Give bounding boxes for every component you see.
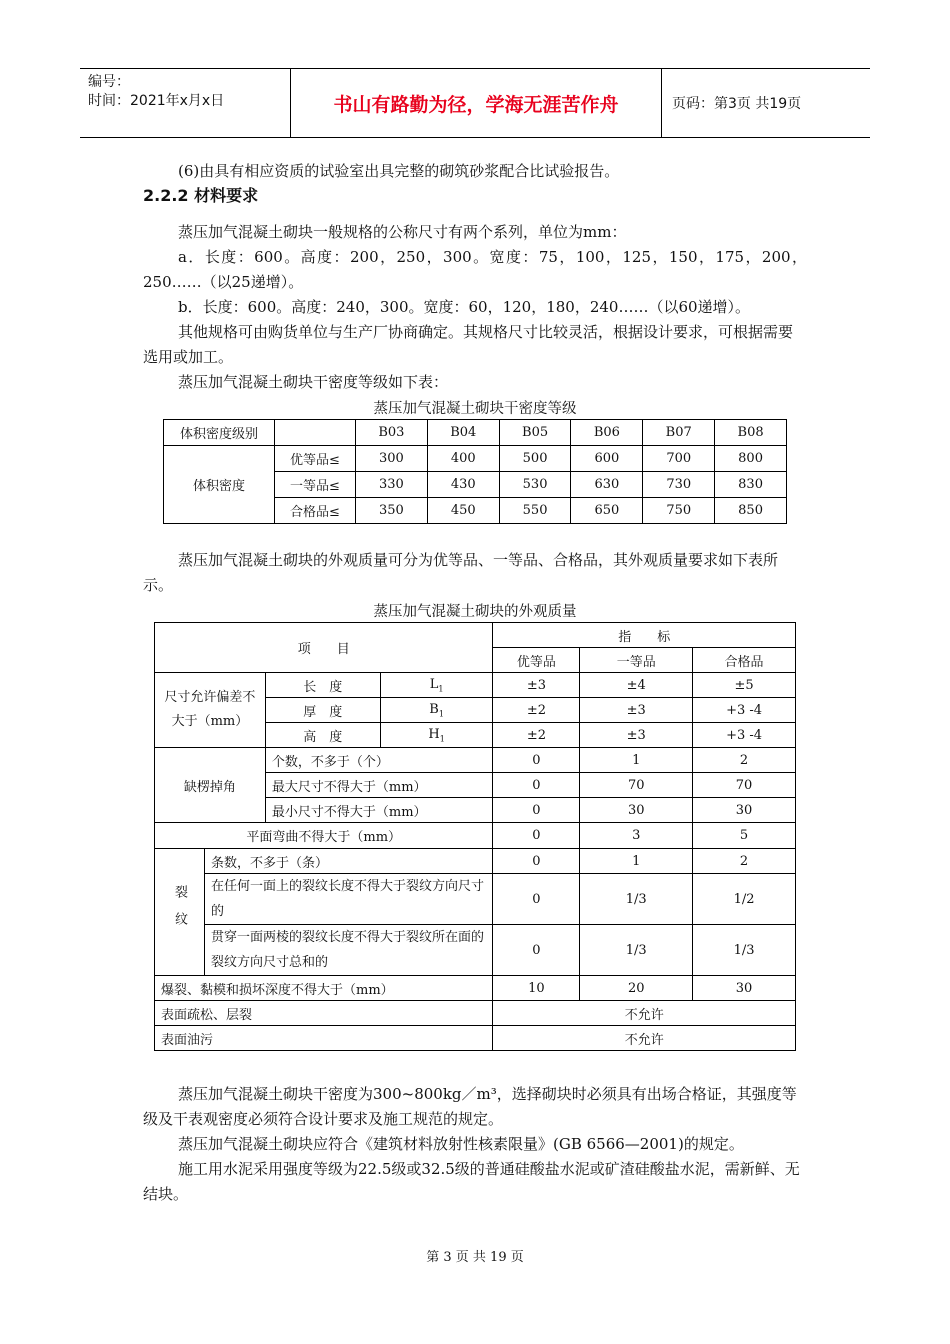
table-cell: 爆裂、黏模和损坏深度不得大于（mm） <box>155 976 493 1001</box>
table-cell: 650 <box>571 498 643 524</box>
grade-cell: B08 <box>715 420 787 446</box>
table-cell: 表面疏松、层裂 <box>155 1001 493 1026</box>
table-cell: 0 <box>493 849 580 874</box>
table-cell: 5 <box>693 823 796 849</box>
table-cell <box>380 698 493 723</box>
paragraph-1: (6)由具有相应资质的试验室出具完整的砌筑砂浆配合比试验报告。 <box>178 162 620 180</box>
paragraph-3: a．长度：600。高度：200，250，300。宽度：75，100，125，150，175，200，250……（以25递增）。 <box>143 248 807 291</box>
table-cell: ±5 <box>693 673 796 698</box>
table-cell: 600 <box>571 446 643 472</box>
paragraph-5: 其他规格可由购货单位与生产厂协商确定。其规格尺寸比较灵活，根据设计要求，可根据需要选用或加工。 <box>143 323 794 366</box>
table-cell: 70 <box>580 773 693 798</box>
table-cell: ±3 <box>580 698 693 723</box>
paragraph-10: 施工用水泥采用强度等级为22.5级或32.5级的普通硅酸盐水泥或矿渣硅酸盐水泥，需新鲜、无结块。 <box>143 1160 800 1203</box>
table-cell: 1/3 <box>580 925 693 976</box>
table-cell: 贯穿一面两棱的裂纹长度不得大于裂纹所在面的裂纹方向尺寸总和的 <box>204 925 493 976</box>
paragraph-4: b．长度：600。高度：240，300。宽度：60，120，180，240……（以60递增）。 <box>178 298 751 316</box>
dim-subscript: 1 <box>439 734 445 744</box>
table-cell: +3 -4 <box>693 723 796 748</box>
table-cell: 330 <box>356 472 428 498</box>
table-cell: 在任何一面上的裂纹长度不得大于裂纹方向尺寸的 <box>204 874 493 925</box>
table-cell: ±3 <box>580 723 693 748</box>
grade-cell: B04 <box>427 420 499 446</box>
table-cell: 1/3 <box>693 925 796 976</box>
serial-label: 编号： <box>88 74 130 90</box>
page-header <box>80 68 870 138</box>
grade-header: 优等品 <box>493 648 580 673</box>
table-cell: ±2 <box>493 723 580 748</box>
dim-symbol: H <box>428 726 440 742</box>
table-cell: 长 度 <box>265 673 380 698</box>
grade-cell: B05 <box>499 420 571 446</box>
grade-header: 一等品 <box>580 648 693 673</box>
table-cell: 优等品≤ <box>275 446 356 472</box>
page-footer: 第 3 页 共 19 页 <box>426 1250 524 1265</box>
table-cell: 10 <box>493 976 580 1001</box>
dim-subscript: 1 <box>438 684 444 694</box>
table-cell: 高 度 <box>265 723 380 748</box>
table-cell: 300 <box>356 446 428 472</box>
grade-cell: B07 <box>643 420 715 446</box>
table-cell: 不允许 <box>493 1001 796 1026</box>
table-cell: 700 <box>643 446 715 472</box>
section-heading: 2.2.2 材料要求 <box>143 186 259 205</box>
table-cell: 0 <box>493 773 580 798</box>
header-page-label: 页码：第3页 共19页 <box>672 96 802 112</box>
table-cell: 430 <box>427 472 499 498</box>
table-cell <box>380 673 493 698</box>
table1-caption: 蒸压加气混凝土砌块干密度等级 <box>373 401 577 417</box>
table-cell: 20 <box>580 976 693 1001</box>
table-cell: 平面弯曲不得大于（mm） <box>155 823 493 849</box>
table-cell: 1/2 <box>693 874 796 925</box>
table-cell: 30 <box>693 976 796 1001</box>
table-cell: 0 <box>493 798 580 823</box>
table-cell: 0 <box>493 823 580 849</box>
time-label: 时间：2021年x月x日 <box>88 93 225 109</box>
paragraph-9: 蒸压加气混凝土砌块应符合《建筑材料放射性核素限量》(GB 6566—2001)的规定。 <box>178 1135 744 1153</box>
table-cell: 400 <box>427 446 499 472</box>
paragraph-7: 蒸压加气混凝土砌块的外观质量可分为优等品、一等品、合格品，其外观质量要求如下表所示。 <box>143 551 779 594</box>
dim-head: 尺寸允许偏差不大于（mm） <box>155 673 266 748</box>
dim-subscript: 1 <box>438 709 444 719</box>
table-cell: 450 <box>427 498 499 524</box>
header-motto: 书山有路勤为径，学海无涯苦作舟 <box>291 69 662 137</box>
table-cell: ±3 <box>493 673 580 698</box>
table-cell: 750 <box>643 498 715 524</box>
table-cell: 表面油污 <box>155 1026 493 1051</box>
table-cell: 30 <box>580 798 693 823</box>
table-cell: 合格品≤ <box>275 498 356 524</box>
index-header: 指 标 <box>493 623 796 648</box>
table-cell: 个数，不多于（个） <box>265 748 493 773</box>
table-cell: 条数，不多于（条） <box>204 849 493 874</box>
table-cell: 830 <box>715 472 787 498</box>
table-cell: 500 <box>499 446 571 472</box>
table-cell: 630 <box>571 472 643 498</box>
table-cell: 厚 度 <box>265 698 380 723</box>
table-cell: 2 <box>693 748 796 773</box>
table-cell: 1 <box>580 748 693 773</box>
table-cell: 530 <box>499 472 571 498</box>
table-cell: 730 <box>643 472 715 498</box>
header-meta <box>80 69 291 137</box>
paragraph-8: 蒸压加气混凝土砌块干密度为300~800kg／m³，选择砌块时必须具有出场合格证，其强度等级及干表观密度必须符合设计要求及施工规范的规定。 <box>143 1085 797 1128</box>
dim-symbol: B <box>429 701 439 717</box>
table-cell: +3 -4 <box>693 698 796 723</box>
table-cell: 350 <box>356 498 428 524</box>
table-cell: 0 <box>493 874 580 925</box>
table-cell: 550 <box>499 498 571 524</box>
table-cell: 3 <box>580 823 693 849</box>
table-cell: 30 <box>693 798 796 823</box>
table-cell: 不允许 <box>493 1026 796 1051</box>
table-cell: 850 <box>715 498 787 524</box>
paragraph-6: 蒸压加气混凝土砌块干密度等级如下表： <box>178 373 449 391</box>
table-cell: ±4 <box>580 673 693 698</box>
table-cell: 0 <box>493 925 580 976</box>
table-cell: 70 <box>693 773 796 798</box>
paragraph-2: 蒸压加气混凝土砌块一般规格的公称尺寸有两个系列，单位为mm： <box>178 223 627 241</box>
table-cell: 最小尺寸不得大于（mm） <box>265 798 493 823</box>
table-cell: 最大尺寸不得大于（mm） <box>265 773 493 798</box>
table-cell <box>380 723 493 748</box>
appearance-table <box>154 622 796 1051</box>
table-cell: 0 <box>493 748 580 773</box>
table1-header-cell: 体积密度级别 <box>164 420 275 446</box>
table-cell: 800 <box>715 446 787 472</box>
grade-cell: B03 <box>356 420 428 446</box>
table-cell: 2 <box>693 849 796 874</box>
table2-caption: 蒸压加气混凝土砌块的外观质量 <box>373 604 577 620</box>
density-table <box>163 419 787 524</box>
dim-symbol: L <box>429 676 439 692</box>
corner-head: 缺楞掉角 <box>155 748 266 823</box>
table-cell: 一等品≤ <box>275 472 356 498</box>
item-header: 项 目 <box>155 623 493 673</box>
grade-cell: B06 <box>571 420 643 446</box>
table-cell: 1/3 <box>580 874 693 925</box>
crack-head: 裂纹 <box>155 849 205 976</box>
grade-header: 合格品 <box>693 648 796 673</box>
table-cell: ±2 <box>493 698 580 723</box>
table-cell: 1 <box>580 849 693 874</box>
table1-row-head: 体积密度 <box>164 446 275 524</box>
